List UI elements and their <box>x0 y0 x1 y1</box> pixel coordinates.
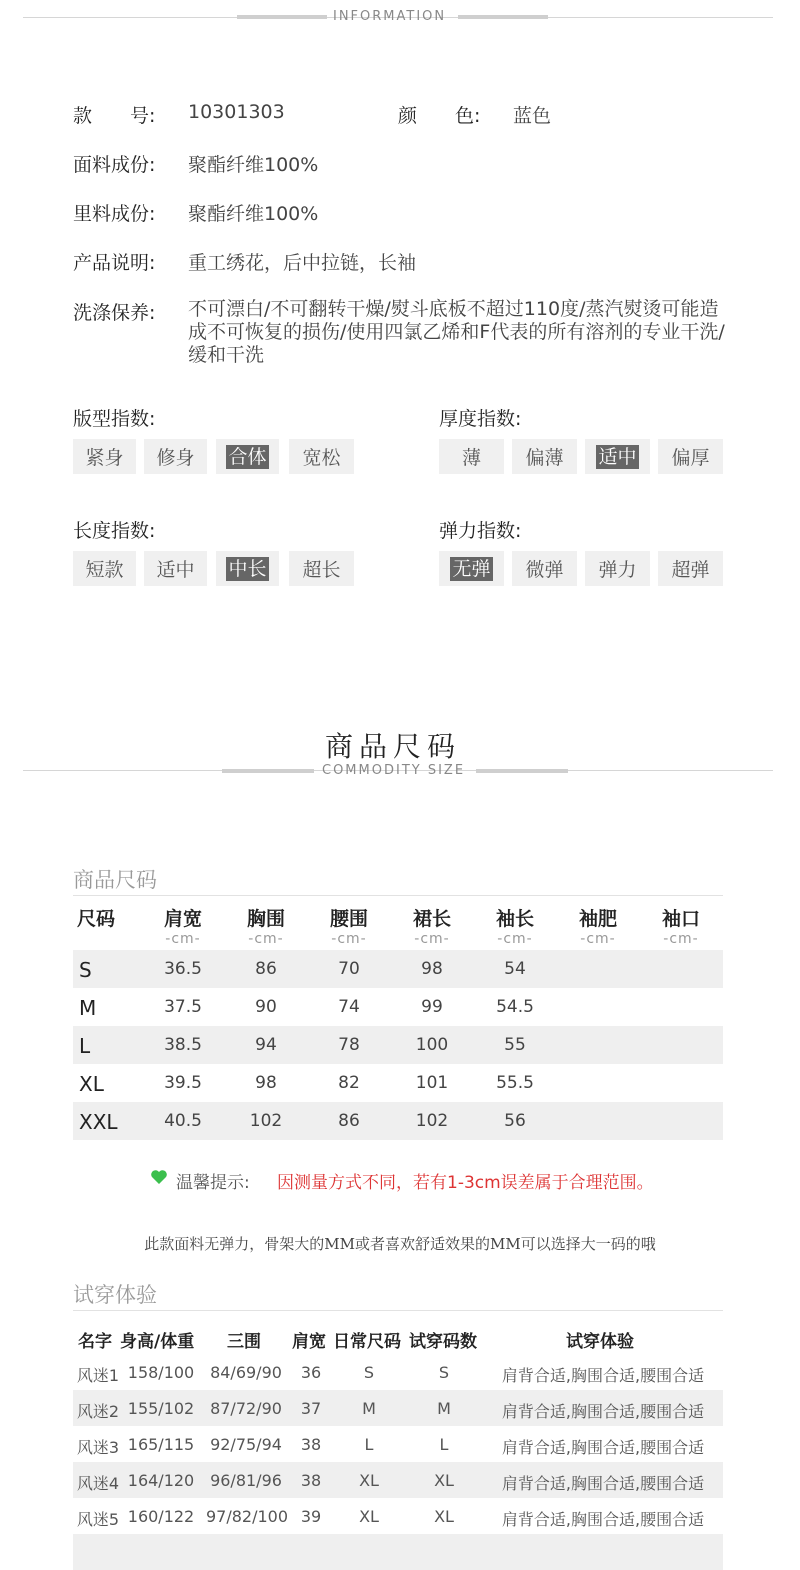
tryon-cell: 38 <box>300 1471 322 1490</box>
tryon-cell: 肩背合适,胸围合适,腰围合适 <box>501 1366 705 1385</box>
tryon-cell: 风迷1 <box>76 1366 120 1385</box>
tryon-cell: 肩背合适,胸围合适,腰围合适 <box>501 1510 705 1529</box>
tryon-header-experience: 试穿体验 <box>566 1332 634 1352</box>
size-subtitle: COMMODITY SIZE <box>322 763 466 778</box>
info-value-lining: 聚酯纤维100% <box>188 203 319 225</box>
unit-label: -cm- <box>580 931 616 947</box>
col-header-cuff: 袖口 <box>661 908 700 930</box>
info-label-care: 洗涤保养: <box>73 302 156 324</box>
fit-option-selected: 合体 <box>216 439 279 474</box>
fit-option: 修身 <box>144 439 207 474</box>
table-cell: 78 <box>338 1035 360 1055</box>
table-cell: 37.5 <box>164 997 202 1017</box>
tryon-cell: XL <box>359 1471 379 1490</box>
col-header-shoulder: 肩宽 <box>163 908 202 930</box>
fit-option: 宽松 <box>289 439 354 474</box>
table-cell: 94 <box>255 1035 277 1055</box>
tryon-row-band <box>73 1534 723 1570</box>
tryon-cell: 158/100 <box>127 1363 195 1382</box>
tryon-cell: 92/75/94 <box>210 1435 282 1454</box>
tryon-cell: 风迷2 <box>76 1402 120 1421</box>
size-section-title: 商品尺码 <box>325 730 462 763</box>
table-cell: 38.5 <box>164 1035 202 1055</box>
tryon-cell: 97/82/100 <box>206 1507 289 1526</box>
length-option-selected: 中长 <box>216 551 279 586</box>
info-value-color: 蓝色 <box>513 105 552 127</box>
thickness-option: 偏薄 <box>512 439 577 474</box>
table-cell: 54.5 <box>496 997 534 1017</box>
elasticity-option: 微弹 <box>512 551 577 586</box>
tryon-cell: L <box>364 1435 374 1454</box>
table-cell: 102 <box>249 1111 283 1131</box>
tryon-cell: 165/115 <box>127 1435 195 1454</box>
tryon-cell: M <box>437 1399 451 1418</box>
tryon-cell: L <box>439 1435 449 1454</box>
unit-label: -cm- <box>331 931 367 947</box>
info-label-lining: 里料成份: <box>73 203 156 225</box>
tryon-cell: XL <box>434 1507 454 1526</box>
elasticity-index-title: 弹力指数: <box>439 520 522 542</box>
elasticity-option: 超弹 <box>658 551 723 586</box>
tip-text: 因测量方式不同，若有1-3cm误差属于合理范围。 <box>277 1173 654 1193</box>
thickness-index-title: 厚度指数: <box>439 408 522 430</box>
col-header-sleeve-length: 袖长 <box>495 908 534 930</box>
size-label: S <box>79 958 92 982</box>
tryon-cell: 155/102 <box>127 1399 195 1418</box>
elasticity-option: 弹力 <box>585 551 650 586</box>
heart-icon <box>150 1169 168 1190</box>
unit-label: -cm- <box>248 931 284 947</box>
table-cell: 55 <box>504 1035 526 1055</box>
tryon-cell: 38 <box>300 1435 322 1454</box>
length-option: 适中 <box>144 551 207 586</box>
table-cell: 90 <box>255 997 277 1017</box>
col-header-bust: 胸围 <box>246 908 285 930</box>
info-value-care: 不可漂白/不可翻转干燥/熨斗底板不超过110度/蒸汽熨烫可能造成不可恢复的损伤/使用四氯乙烯和F代表的所有溶剂的专业干洗/缓和干洗 <box>188 298 725 366</box>
tryon-cell: 风迷3 <box>76 1438 120 1457</box>
table-cell: 102 <box>415 1111 449 1131</box>
tryon-caption: 试穿体验 <box>73 1283 157 1307</box>
fit-option: 紧身 <box>73 439 136 474</box>
tryon-header-tried-size: 试穿码数 <box>409 1332 477 1352</box>
info-bar-right <box>458 15 548 19</box>
size-label: L <box>79 1034 91 1058</box>
tryon-cell: 164/120 <box>127 1471 195 1490</box>
table-cell: 40.5 <box>164 1111 202 1131</box>
table-cell: 100 <box>415 1035 449 1055</box>
fit-note: 此款面料无弹力，骨架大的MM或者喜欢舒适效果的MM可以选择大一码的哦 <box>144 1235 656 1253</box>
tryon-cell: 风迷4 <box>76 1474 120 1493</box>
tryon-header-shoulder: 肩宽 <box>292 1332 326 1352</box>
table-cell: 56 <box>504 1111 526 1131</box>
tryon-cell: 96/81/96 <box>210 1471 282 1490</box>
size-bar-left <box>222 769 314 773</box>
table-cell: 74 <box>338 997 360 1017</box>
col-header-sleeve-width: 袖肥 <box>578 908 617 930</box>
size-label: XL <box>79 1072 104 1096</box>
col-header-skirt-length: 裙长 <box>412 908 451 930</box>
unit-label: -cm- <box>663 931 699 947</box>
thickness-option: 偏厚 <box>658 439 723 474</box>
table-cell: 98 <box>255 1073 277 1093</box>
col-header-waist: 腰围 <box>329 908 368 930</box>
table-cell: 54 <box>504 959 526 979</box>
info-value-fabric: 聚酯纤维100% <box>188 154 319 176</box>
tryon-header-measurements: 三围 <box>227 1332 261 1352</box>
size-table-caption: 商品尺码 <box>73 868 157 892</box>
table-cell: 82 <box>338 1073 360 1093</box>
tryon-cell: M <box>362 1399 376 1418</box>
info-value-style-no: 10301303 <box>188 101 285 123</box>
tryon-cell: 87/72/90 <box>210 1399 282 1418</box>
tryon-header-height-weight: 身高/体重 <box>120 1332 195 1352</box>
length-option: 超长 <box>289 551 354 586</box>
tryon-cell: 39 <box>300 1507 322 1526</box>
tryon-cell: 160/122 <box>127 1507 195 1526</box>
thickness-option: 薄 <box>439 439 504 474</box>
tryon-header-usual-size: 日常尺码 <box>333 1332 401 1352</box>
tryon-cell: 肩背合适,胸围合适,腰围合适 <box>501 1438 705 1457</box>
tip-label: 温馨提示: <box>176 1173 250 1193</box>
table-cell: 101 <box>415 1073 449 1093</box>
tryon-cell: 84/69/90 <box>210 1363 282 1382</box>
table-cell: 99 <box>421 997 443 1017</box>
tryon-cell: 风迷5 <box>76 1510 120 1529</box>
unit-label: -cm- <box>414 931 450 947</box>
info-value-description: 重工绣花，后中拉链，长袖 <box>188 252 417 274</box>
table-cell: 70 <box>338 959 360 979</box>
size-bar-right <box>476 769 568 773</box>
tryon-cell: S <box>363 1363 375 1382</box>
size-table-rule <box>73 895 723 896</box>
info-bar-left <box>237 15 327 19</box>
length-option: 短款 <box>73 551 136 586</box>
tryon-cell: S <box>438 1363 450 1382</box>
thickness-option-selected: 适中 <box>585 439 650 474</box>
table-cell: 86 <box>255 959 277 979</box>
info-label-fabric: 面料成份: <box>73 154 156 176</box>
unit-label: -cm- <box>165 931 201 947</box>
size-label: XXL <box>79 1110 118 1134</box>
elasticity-option-selected: 无弹 <box>439 551 504 586</box>
table-cell: 36.5 <box>164 959 202 979</box>
tryon-cell: XL <box>434 1471 454 1490</box>
table-cell: 86 <box>338 1111 360 1131</box>
length-index-title: 长度指数: <box>73 520 156 542</box>
tryon-rule <box>73 1310 723 1311</box>
tryon-cell: 肩背合适,胸围合适,腰围合适 <box>501 1474 705 1493</box>
info-subtitle: INFORMATION <box>333 9 447 24</box>
tryon-cell: 36 <box>300 1363 322 1382</box>
table-cell: 55.5 <box>496 1073 534 1093</box>
table-cell: 98 <box>421 959 443 979</box>
size-label: M <box>79 996 97 1020</box>
tryon-cell: 肩背合适,胸围合适,腰围合适 <box>501 1402 705 1421</box>
fit-index-title: 版型指数: <box>73 408 156 430</box>
tryon-header-name: 名字 <box>78 1332 112 1352</box>
info-label-style-no: 款 号: <box>73 105 156 127</box>
size-header: 尺码 <box>76 908 115 930</box>
table-cell: 39.5 <box>164 1073 202 1093</box>
tryon-cell: 37 <box>300 1399 322 1418</box>
tryon-cell: XL <box>359 1507 379 1526</box>
info-label-description: 产品说明: <box>73 252 156 274</box>
unit-label: -cm- <box>497 931 533 947</box>
info-label-color: 颜 色: <box>398 105 481 127</box>
